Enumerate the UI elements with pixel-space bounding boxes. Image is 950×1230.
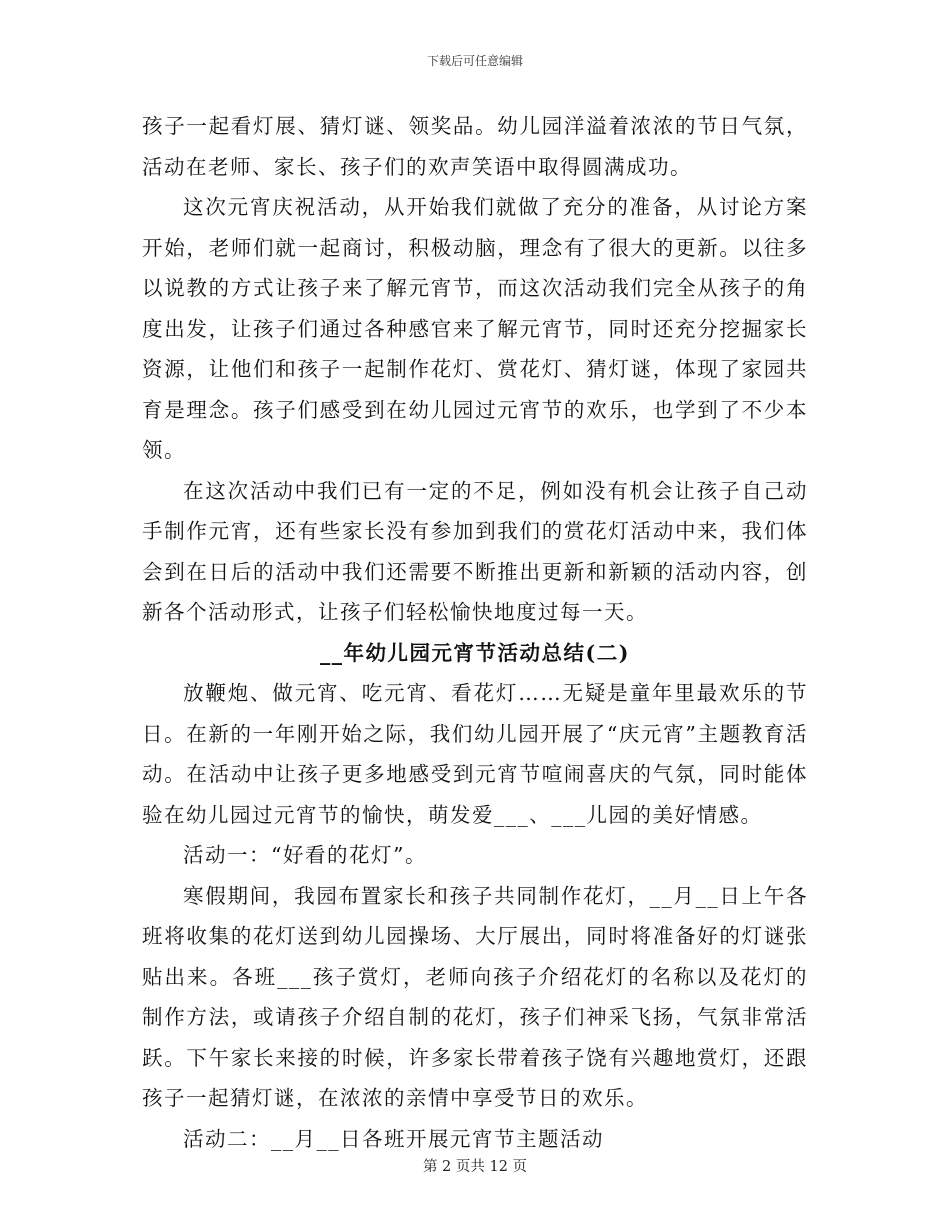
activity-two-title: 活动二：__月__日各班开展元宵节主题活动: [183, 1126, 604, 1151]
section-heading: __年幼儿园元宵节活动总结(二): [320, 640, 630, 665]
page-footer: 第 2 页共 12 页: [422, 1159, 528, 1175]
paragraph-continuation: 孩子一起看灯展、猜灯谜、领奖品。幼儿园洋溢着浓浓的节日气氛，活动在老师、家长、孩子们的欢声笑语中取得圆满成功。: [142, 114, 808, 179]
activity-one-title: 活动一：“好看的花灯”。: [183, 843, 427, 867]
document-body: [142, 106, 808, 1159]
paragraph-intro: 放鞭炮、做元宵、吃元宵、看花灯……无疑是童年里最欢乐的节日。在新的一年刚开始之际，我们幼儿园开展了“庆元宵”主题教育活动。在活动中让孩子更多地感受到元宵节喧闹喜庆的气氛，同时能体验在幼儿园过元宵节的愉快，萌发爱___、___儿园的美好情感。: [142, 681, 808, 827]
paragraph-activity-one: 寒假期间，我园布置家长和孩子共同制作花灯，__月__日上午各班将收集的花灯送到幼儿园操场、大厅展出，同时将准备好的灯谜张贴出来。各班___孩子赏灯，老师向孩子介绍花灯的名称以及花灯的制作方法，或请孩子介绍自制的花灯，孩子们神采飞扬，气氛非常活跃。下午家长来接的时候，许多家长带着孩子饶有兴趣地赏灯，还跟孩子一起猜灯谜，在浓浓的亲情中享受节日的欢乐。: [142, 883, 808, 1110]
page-header: 下载后可任意编辑: [426, 54, 523, 68]
paragraph-shortcomings: 在这次活动中我们已有一定的不足，例如没有机会让孩子自己动手制作元宵，还有些家长没有参加到我们的赏花灯活动中来，我们体会到在日后的活动中我们还需要不断推出更新和新颖的活动内容，创新各个活动形式，让孩子们轻松愉快地度过每一天。: [142, 478, 808, 624]
paragraph-preparation: 这次元宵庆祝活动，从开始我们就做了充分的准备，从讨论方案开始，老师们就一起商讨，积极动脑，理念有了很大的更新。以往多以说教的方式让孩子来了解元宵节，而这次活动我们完全从孩子的角度出发，让孩子们通过各种感官来了解元宵节，同时还充分挖掘家长资源，让他们和孩子一起制作花灯、赏花灯、猜灯谜，体现了家园共育是理念。孩子们感受到在幼儿园过元宵节的欢乐，也学到了不少本领。: [142, 195, 808, 462]
